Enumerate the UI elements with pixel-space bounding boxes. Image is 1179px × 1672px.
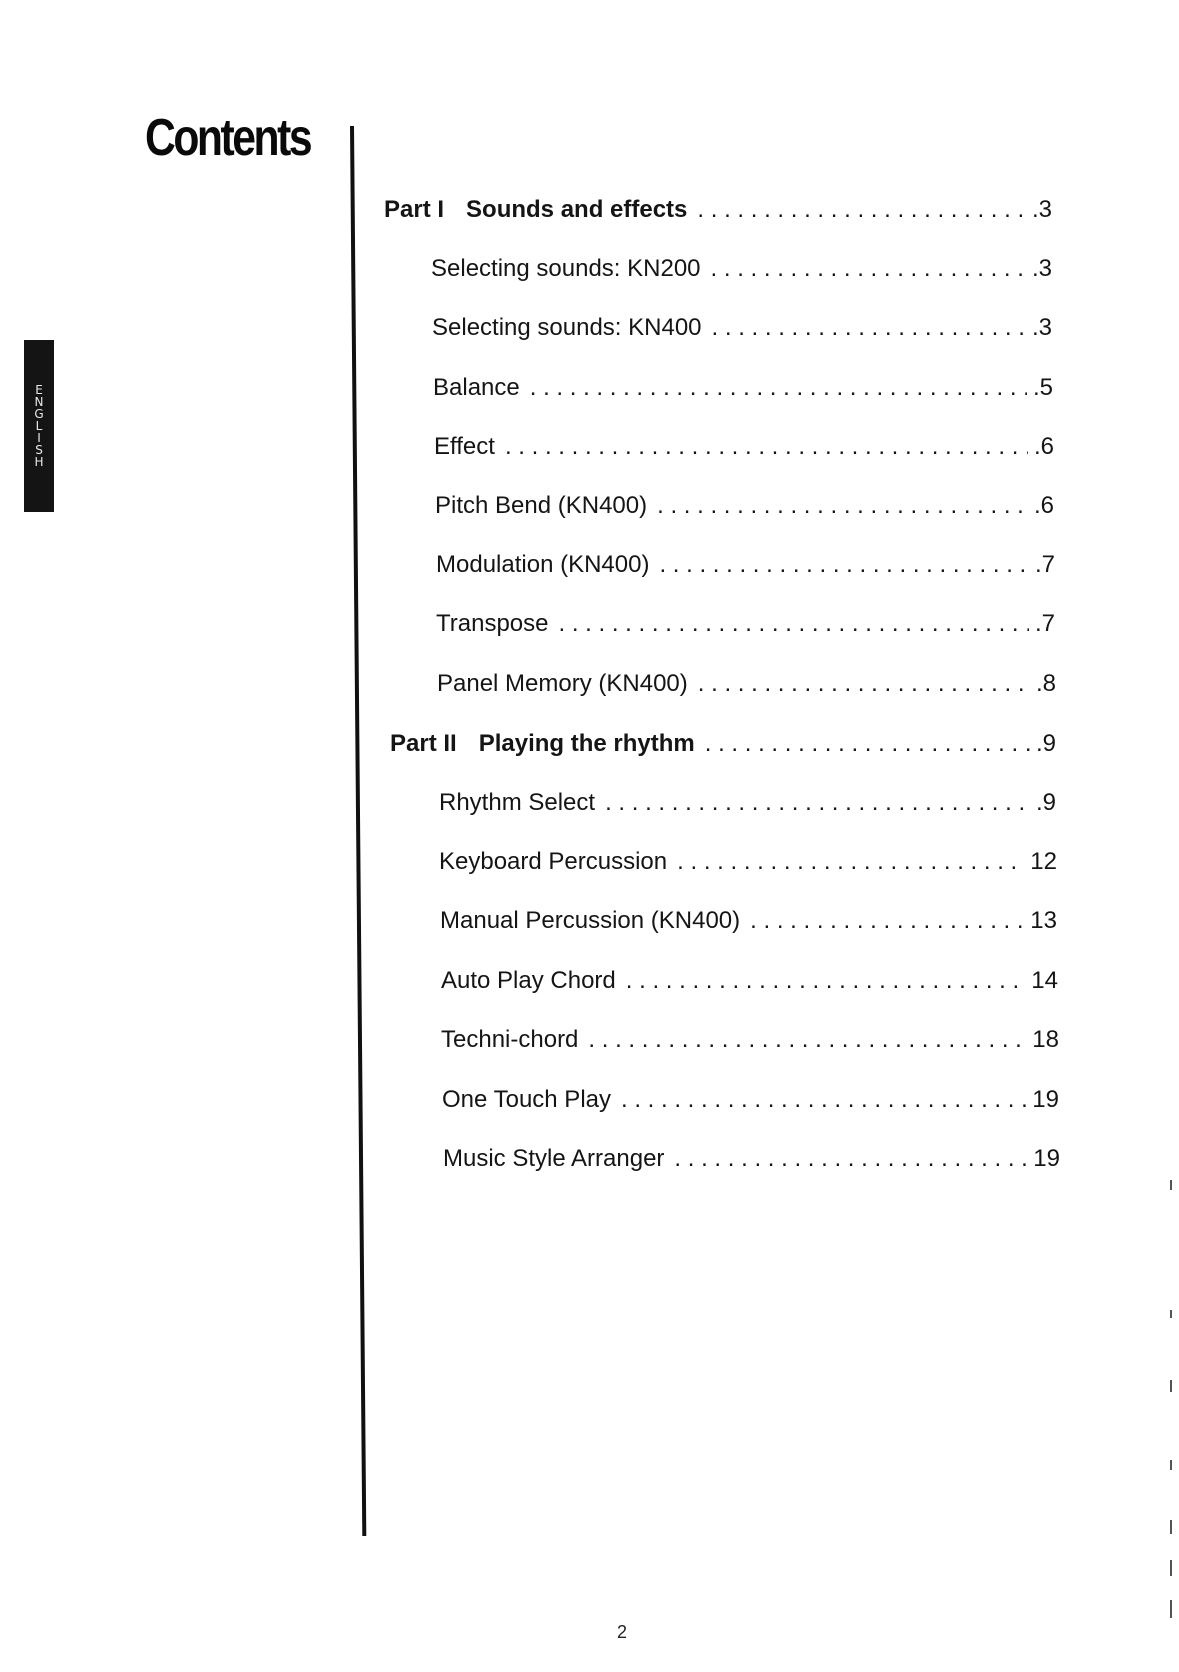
toc-page-number: .6 bbox=[1033, 433, 1054, 460]
toc-leader bbox=[750, 906, 1024, 936]
toc-entry-label: Pitch Bend (KN400) bbox=[435, 492, 648, 519]
toc-part-number: Part II bbox=[390, 730, 457, 757]
toc-entry-label: Selecting sounds: KN200 bbox=[431, 255, 701, 282]
scan-mark bbox=[1170, 1600, 1172, 1618]
toc-leader bbox=[657, 491, 1028, 521]
toc-entry[interactable] bbox=[439, 847, 1057, 877]
toc-leader bbox=[712, 313, 1026, 343]
toc-entry-label: Effect bbox=[434, 433, 495, 460]
toc-entry-label: Manual Percussion (KN400) bbox=[440, 907, 741, 934]
toc-page-number: 12 bbox=[1030, 848, 1057, 875]
toc-page-number: 19 bbox=[1033, 1145, 1060, 1172]
toc-entry-label: Auto Play Chord bbox=[441, 967, 616, 994]
toc-entry[interactable] bbox=[441, 966, 1058, 996]
scan-mark bbox=[1170, 1180, 1172, 1190]
toc-entry[interactable] bbox=[440, 906, 1057, 936]
toc-leader bbox=[530, 373, 1027, 403]
toc-leader bbox=[705, 729, 1030, 759]
toc-page-number: .3 bbox=[1031, 314, 1052, 341]
scan-mark bbox=[1170, 1460, 1172, 1470]
toc-leader bbox=[697, 195, 1026, 225]
toc-entry-label: Balance bbox=[433, 374, 520, 401]
toc-leader bbox=[559, 609, 1029, 639]
toc-leader bbox=[626, 966, 1026, 996]
toc-entry[interactable] bbox=[435, 491, 1054, 521]
toc-entry-label: One Touch Play bbox=[442, 1086, 611, 1113]
toc-entry-label: Playing the rhythm bbox=[478, 730, 695, 757]
toc-entry[interactable] bbox=[443, 1144, 1060, 1174]
toc-leader bbox=[698, 669, 1030, 699]
toc-leader bbox=[588, 1025, 1026, 1055]
toc-part-number: Part I bbox=[384, 196, 445, 223]
scan-mark bbox=[1170, 1520, 1172, 1534]
toc-leader bbox=[674, 1144, 1027, 1174]
toc-page-number: .8 bbox=[1035, 670, 1056, 697]
toc-entry[interactable] bbox=[441, 1025, 1059, 1055]
language-tab bbox=[24, 340, 54, 512]
toc-leader bbox=[711, 254, 1026, 284]
page-number-footer: 2 bbox=[617, 1622, 628, 1642]
toc-page-number: .7 bbox=[1034, 610, 1055, 637]
toc-leader bbox=[659, 550, 1029, 580]
language-tab-label: ENGLISH bbox=[34, 383, 44, 469]
toc-entry-label: Transpose bbox=[436, 610, 549, 637]
toc-entry[interactable] bbox=[432, 313, 1052, 343]
toc-leader bbox=[677, 847, 1024, 877]
toc-entry-label: Techni-chord bbox=[441, 1026, 579, 1053]
scan-mark bbox=[1170, 1560, 1172, 1576]
toc-page-number: 19 bbox=[1032, 1086, 1059, 1113]
toc-entry-label: Keyboard Percussion bbox=[439, 848, 668, 875]
toc-part-2[interactable] bbox=[390, 729, 1056, 759]
toc-entry-label: Modulation (KN400) bbox=[436, 551, 650, 578]
toc-entry-label: Selecting sounds: KN400 bbox=[432, 314, 702, 341]
toc-leader bbox=[605, 788, 1030, 818]
toc-page-number: 13 bbox=[1030, 907, 1057, 934]
toc-entry[interactable] bbox=[433, 373, 1053, 403]
toc-entry[interactable] bbox=[434, 432, 1054, 462]
scan-edge-marks bbox=[1170, 40, 1176, 1640]
toc-entry-label: Music Style Arranger bbox=[443, 1145, 665, 1172]
toc-entry-label: Panel Memory (KN400) bbox=[437, 670, 688, 697]
toc-page-number: .3 bbox=[1031, 196, 1052, 223]
toc-entry[interactable] bbox=[439, 788, 1056, 818]
toc-page-number: 18 bbox=[1032, 1026, 1059, 1053]
toc-entry-label: Rhythm Select bbox=[439, 789, 596, 816]
toc-entry[interactable] bbox=[437, 669, 1056, 699]
toc-page-number: 14 bbox=[1031, 967, 1058, 994]
toc-entry[interactable] bbox=[431, 254, 1052, 284]
vertical-divider bbox=[350, 126, 366, 1536]
toc-entry[interactable] bbox=[436, 609, 1055, 639]
toc-leader bbox=[621, 1085, 1026, 1115]
toc-page-number: .3 bbox=[1031, 255, 1052, 282]
toc-page-number: .9 bbox=[1035, 730, 1056, 757]
toc-leader bbox=[505, 432, 1028, 462]
toc-page-number: .9 bbox=[1035, 789, 1056, 816]
toc-entry-label: Sounds and effects bbox=[466, 196, 688, 223]
toc-page-number: .6 bbox=[1033, 492, 1054, 519]
toc-page-number: .7 bbox=[1034, 551, 1055, 578]
toc-entry[interactable] bbox=[442, 1085, 1059, 1115]
toc-page-number: .5 bbox=[1032, 374, 1053, 401]
page-title: Contents bbox=[145, 109, 311, 167]
toc-entry[interactable] bbox=[436, 550, 1055, 580]
toc-part-1[interactable] bbox=[384, 195, 1052, 225]
scan-mark bbox=[1170, 1310, 1172, 1318]
scan-mark bbox=[1170, 1380, 1172, 1392]
